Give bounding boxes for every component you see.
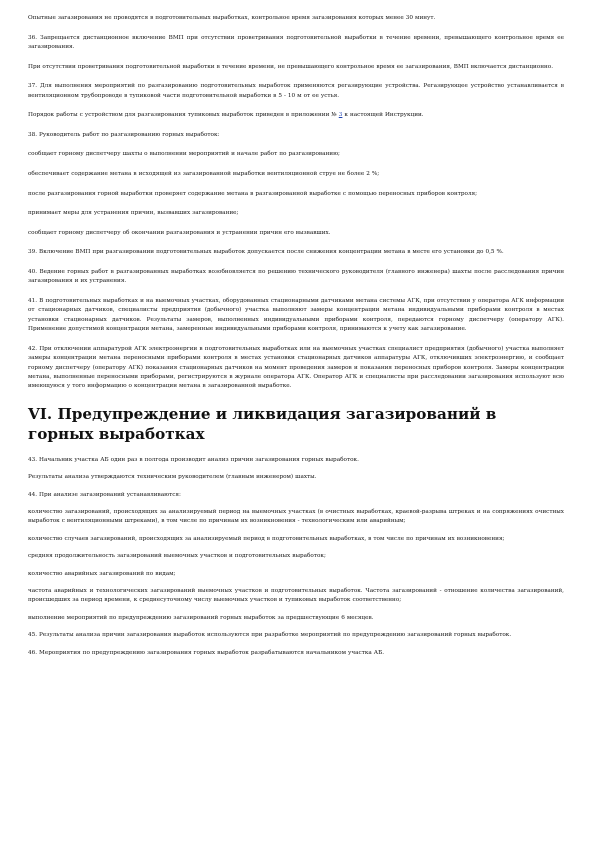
paragraph: 36. Запрещается дистанционное включение ВМП при отсутствии проветривания подготовительной выработки в течение времени, превышающего контрольное время ее загазирования. xyxy=(28,34,564,50)
paragraph: 39. Включение ВМП при разгазировании подготовительных выработок допускается после снижения концентрации метана в месте его установки до 0,5 %. xyxy=(28,249,504,256)
paragraph: 37. Для выполнения мероприятий по разгазированию подготовительных выработок применяются регазирующие устройства. Регазирующее устройство устанавливается в вентиляционном трубопроводе в тупиковой части подготовительной выработки в 5 - 10 м от ее устья. xyxy=(28,83,564,99)
paragraph: обеспечивает содержание метана в исходящей из загазированной выработки вентиляционной струе не более 2 %; xyxy=(28,170,380,177)
paragraph-with-link xyxy=(28,111,564,120)
paragraph-text: Порядок работы с устройством для разгазирования тупиковых выработок приведен в приложении № xyxy=(28,112,339,119)
paragraph: 40. Ведение горных работ в разгазированных выработках возобновляется по решению технического руководителя (главного инженера) шахты после расследования причин загазирования и их устранения. xyxy=(28,268,564,285)
paragraph: 42. При отключении аппаратурой АГК электроэнергии в подготовительных выработках или на выемочных участках специалист предприятия (добычного) участка выполняет замеры концентрации метана переносными приборами контроля в местах установки стационарных датчиков аппаратуры АГК, отключивших электроэнергию, и сообщает горному диспетчеру (оператору АГК) показания стационарных датчиков на момент проведения замеров и показания переносных приборов контроля. Замеры концентрации метана, выполненные переносными приборами, регистрируются в журнале оператора АГК. Оператор АГК и специалисты при расследовании загазирования используют всю имеющуюся у того информацию о концентрации метана в загазированной выработке. xyxy=(28,345,564,390)
paragraph: Опытные загазирования не проводятся в подготовительных выработках, контрольное время загазирования которых менее 30 минут. xyxy=(28,15,436,21)
appendix-link[interactable]: 3 xyxy=(338,112,343,119)
paragraph: средняя продолжительность загазирований выемочных участков и подготовительных выработок; xyxy=(28,553,326,560)
paragraph: 44. При анализе загазирований устанавливаются: xyxy=(28,491,181,498)
paragraph: 45. Результаты анализа причин загазирования выработок используются при разработке мероприятий по предупреждению загазирований горных выработок. xyxy=(28,632,512,639)
document-page xyxy=(28,14,564,666)
paragraph: сообщает горному диспетчеру об окончании разгазирования и устранении причин его вызвавших. xyxy=(28,229,331,236)
paragraph: частота аварийных и технологических загазирований выемочных участков и подготовительных выработок. Частота загазирований - отношение количества загазирований, происшедших за период времени, к среднесуточному числу выемочных участков и тупиковых выработок соответственно; xyxy=(28,588,564,604)
paragraph: 41. В подготовительных выработках и на выемочных участках, оборудованных стационарными датчиками метана системы АГК, при отсутствии у оператора АГК информации от стационарных датчиков, специалисты предприятия (добычного) участка выполняют замеры концентрации метана индивидуальными приборами контроля в местах установки стационарных датчиков. Результаты замеров, выполненных индивидуальными приборами контроля, передаются горному диспетчеру (оператору АГК). Применение допустимой концентрации метана, замеренные индивидуальными приборами контроля, принимаются к учету как загазирование. xyxy=(28,297,564,333)
paragraph: количество загазирований, происходящих за анализируемый период на выемочных участках (в очистных выработках, краевой-разрыва штреках и на сопряжениях очистных выработок с вентиляционными штреками), в том числе по причинам их возникновения - технологическим или аварийным; xyxy=(28,509,564,525)
paragraph: принимает меры для устранения причин, вызвавших загазирование; xyxy=(28,210,239,217)
paragraph: количество случаев загазирований, происходящих за анализируемый период в подготовительных выработках, в том числе по причинам их возникновения; xyxy=(28,535,505,542)
paragraph: 38. Руководитель работ по разгазированию горных выработок: xyxy=(28,131,220,138)
paragraph: 43. Начальник участка АБ один раз в полгода производит анализ причин загазирования горных выработок. xyxy=(28,456,359,463)
paragraph-text: к настоящей Инструкции. xyxy=(342,112,424,119)
paragraph: сообщает горному диспетчеру шахты о выполнении мероприятий и начале работ по разгазированию; xyxy=(28,151,340,158)
paragraph: количество аварийных загазирований по видам; xyxy=(28,570,176,577)
paragraph: При отсутствии проветривания подготовительной выработки в течение времени, не превышающего контрольное время ее загазирования, ВМП включается дистанционно. xyxy=(28,63,554,70)
paragraph: выполнение мероприятий по предупреждению загазирований горных выработок за предшествующие 6 месяцев. xyxy=(28,614,374,621)
paragraph: 46. Мероприятия по предупреждению загазирования горных выработок разрабатываются начальником участка АБ. xyxy=(28,649,385,656)
section-heading: VI. Предупреждение и ликвидация загазирований в горных выработках xyxy=(28,404,497,443)
paragraph: Результаты анализа утверждаются техническим руководителем (главным инженером) шахты. xyxy=(28,474,317,481)
paragraph: после разгазирования горной выработки проверяет содержание метана в разгазированной выработке с помощью переносных приборов контроля; xyxy=(28,190,478,197)
